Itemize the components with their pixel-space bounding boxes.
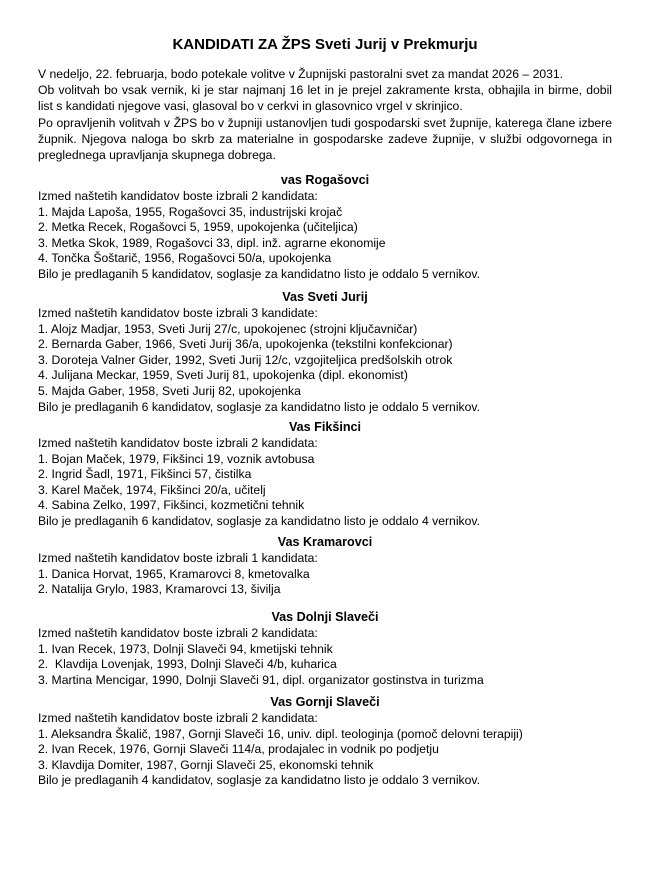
section-gornji-slaveci bbox=[38, 695, 612, 789]
section-fiksinci bbox=[38, 420, 612, 530]
section-instruction: Izmed naštetih kandidatov boste izbrali 2 kandidata: bbox=[38, 436, 318, 450]
section-instruction: Izmed naštetih kandidatov boste izbrali 1 kandidata: bbox=[38, 551, 318, 565]
candidate-item: 4. Tončka Šoštarič, 1956, Rogašovci 50/a, upokojenka bbox=[38, 251, 332, 266]
section-sveti-jurij bbox=[38, 290, 612, 415]
section-instruction: Izmed naštetih kandidatov boste izbrali 3 kandidate: bbox=[38, 306, 318, 320]
candidate-item: 2. Klavdija Lovenjak, 1993, Dolnji Slaveči 4/b, kuharica bbox=[38, 657, 337, 672]
candidate-item: 2. Ivan Recek, 1976, Gornji Slaveči 114/a, prodajalec in vodnik po podjetju bbox=[38, 742, 439, 757]
candidate-item: 1. Aleksandra Škalič, 1987, Gornji Slaveči 16, univ. dipl. teologinja (pomoč delovni terapiji) bbox=[38, 726, 523, 741]
intro-paragraph: V nedeljo, 22. februarja, bodo potekale volitve v Župnijski pastoralni svet za mandat 2026 – 2031. bbox=[38, 67, 564, 81]
section-instruction: Izmed naštetih kandidatov boste izbrali 2 kandidata: bbox=[38, 626, 318, 640]
section-heading: Vas Fikšinci bbox=[288, 420, 362, 434]
section-rogasovci bbox=[38, 173, 612, 283]
candidate-item: 2. Natalija Grylo, 1983, Kramarovci 13, šivilja bbox=[38, 582, 281, 597]
candidate-item: 4. Sabina Zelko, 1997, Fikšinci, kozmetični tehnik bbox=[38, 498, 305, 513]
intro-text bbox=[38, 66, 612, 163]
section-heading: Vas Dolnji Slaveči bbox=[271, 610, 379, 624]
section-heading: Vas Kramarovci bbox=[277, 535, 373, 549]
candidate-item: 1. Ivan Recek, 1973, Dolnji Slaveči 94, kmetijski tehnik bbox=[38, 641, 333, 656]
candidate-item: 3. Klavdija Domiter, 1987, Gornji Slaveči 25, ekonomski tehnik bbox=[38, 757, 374, 772]
section-note: Bilo je predlaganih 6 kandidatov, soglasje za kandidatno listo je oddalo 4 vernikov. bbox=[38, 513, 480, 528]
candidate-item: 1. Majda Lapoša, 1955, Rogašovci 35, industrijski krojač bbox=[38, 204, 343, 219]
section-note: Bilo je predlaganih 5 kandidatov, soglasje za kandidatno listo je oddalo 5 vernikov. bbox=[38, 266, 480, 281]
candidate-item: 4. Julijana Meckar, 1959, Sveti Jurij 81, upokojenka (dipl. ekonomist) bbox=[38, 368, 408, 383]
candidate-item: 2. Metka Recek, Rogašovci 5, 1959, upokojenka (učiteljica) bbox=[38, 220, 358, 235]
candidate-item: 5. Majda Gaber, 1958, Sveti Jurij 82, upokojenka bbox=[38, 383, 301, 398]
candidate-item: 3. Doroteja Valner Gider, 1992, Sveti Jurij 12/c, vzgojiteljica predšolskih otrok bbox=[38, 352, 453, 367]
section-heading: vas Rogašovci bbox=[280, 173, 370, 187]
section-instruction: Izmed naštetih kandidatov boste izbrali 2 kandidata: bbox=[38, 711, 318, 725]
candidate-item: 1. Danica Horvat, 1965, Kramarovci 8, kmetovalka bbox=[38, 566, 310, 581]
section-kramarovci bbox=[38, 535, 612, 598]
section-note: Bilo je predlaganih 6 kandidatov, soglasje za kandidatno listo je oddalo 5 vernikov. bbox=[38, 399, 480, 414]
section-heading: Vas Gornji Slaveči bbox=[270, 695, 380, 709]
section-note: Bilo je predlaganih 4 kandidatov, soglasje za kandidatno listo je oddalo 3 vernikov. bbox=[38, 773, 480, 788]
intro-paragraph: Po opravljenih volitvah v ŽPS bo v župniji ustanovljen tudi gospodarski svet župnije, katerega člane izbere župnik. Njegova naloga bo skrb za materialne in gospodarske zadeve župnije, v službi odgovornega in preglednega upravljanja skupnega dobrega. bbox=[38, 115, 612, 163]
section-heading: Vas Sveti Jurij bbox=[282, 290, 368, 304]
candidate-item: 2. Ingrid Šadl, 1971, Fikšinci 57, čistilka bbox=[38, 467, 252, 482]
candidate-item: 1. Alojz Madjar, 1953, Sveti Jurij 27/c, upokojenec (strojni ključavničar) bbox=[38, 321, 418, 336]
candidate-item: 3. Metka Skok, 1989, Rogašovci 33, dipl. inž. agrarne ekonomije bbox=[38, 235, 386, 250]
section-instruction: Izmed naštetih kandidatov boste izbrali 2 kandidata: bbox=[38, 189, 318, 203]
section-dolnji-slaveci bbox=[38, 610, 612, 688]
intro-paragraph: Ob volitvah bo vsak vernik, ki je star najmanj 16 let in je prejel zakramente krsta, obhajila in birme, dobil list s kandidati njegove vasi, glasoval bo v cerkvi in glasovnico vrgel v skrinjico. bbox=[38, 83, 612, 114]
candidate-item: 3. Martina Mencigar, 1990, Dolnji Slaveči 91, dipl. organizator gostinstva in turizma bbox=[38, 672, 484, 687]
document-title: KANDIDATI ZA ŽPS Sveti Jurij v Prekmurju bbox=[172, 36, 478, 53]
candidate-item: 2. Bernarda Gaber, 1966, Sveti Jurij 36/a, upokojenka (tekstilni konfekcionar) bbox=[38, 337, 453, 352]
candidate-item: 1. Bojan Maček, 1979, Fikšinci 19, voznik avtobusa bbox=[38, 451, 315, 466]
candidate-item: 3. Karel Maček, 1974, Fikšinci 20/a, učitelj bbox=[38, 482, 266, 497]
